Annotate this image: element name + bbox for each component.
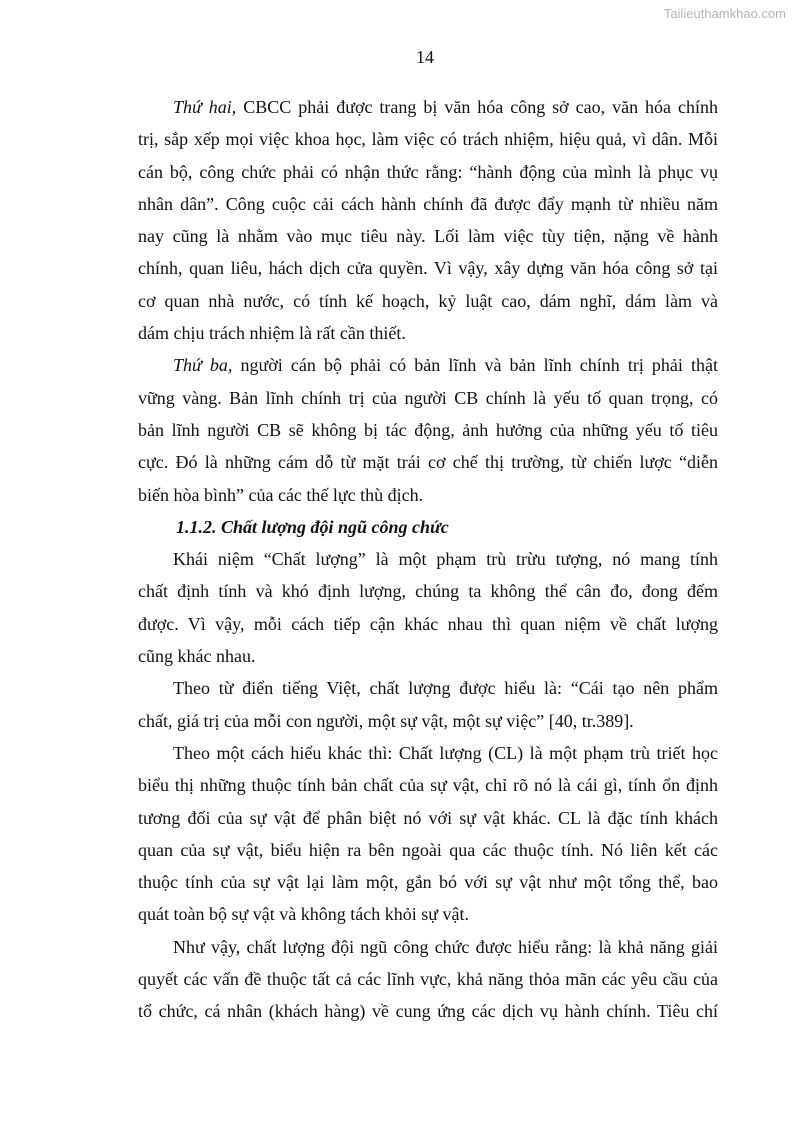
paragraph-line: cực. Đó là những cám dỗ từ mặt trái cơ chế thị trường, từ chiến lược “diễn bbox=[138, 452, 718, 473]
paragraph-line: quyết các vấn đề thuộc tất cả các lĩnh vực, khả năng thỏa mãn các yêu cầu của bbox=[138, 969, 718, 990]
paragraph-line: Khái niệm “Chất lượng” là một phạm trù trừu tượng, nó mang tính bbox=[173, 549, 718, 570]
line-text: người cán bộ phải có bản lĩnh và bản lĩnh chính trị phải thật bbox=[232, 355, 718, 376]
watermark: Tailieuthamkhao.com bbox=[663, 6, 786, 21]
paragraph-line: Như vậy, chất lượng đội ngũ công chức được hiểu rằng: là khả năng giải bbox=[173, 936, 718, 957]
paragraph-lead: Thứ hai, bbox=[173, 97, 237, 117]
paragraph-line: chất định tính và khó định lượng, chúng ta không thể cân đo, đong đếm bbox=[138, 581, 718, 602]
paragraph-line: chính, quan liêu, hách dịch cửa quyền. Vì vậy, xây dựng văn hóa công sở tại bbox=[138, 258, 718, 279]
paragraph-line: Theo một cách hiểu khác thì: Chất lượng (CL) là một phạm trù triết học bbox=[173, 742, 718, 763]
paragraph-line: vững vàng. Bản lĩnh chính trị của người CB chính là yếu tố quan trọng, có bbox=[138, 387, 718, 408]
paragraph-line: được. Vì vậy, mỗi cách tiếp cận khác nhau thì quan niệm về chất lượng bbox=[138, 613, 718, 634]
paragraph-line bbox=[138, 91, 718, 123]
paragraph-line: Theo từ điển tiếng Việt, chất lượng được hiểu là: “Cái tạo nên phẩm bbox=[173, 678, 718, 699]
paragraph-line: quan của sự vật, biểu hiện ra bên ngoài qua các thuộc tính. Nó liên kết các bbox=[138, 839, 718, 860]
paragraph-lead: Thứ ba, bbox=[173, 355, 233, 376]
paragraph-line: cơ quan nhà nước, có tính kế hoạch, kỷ luật cao, dám nghĩ, dám làm và bbox=[138, 290, 718, 311]
line-text: CBCC phải được trang bị văn hóa công sở cao, văn hóa chính bbox=[236, 97, 718, 117]
paragraph-line: cán bộ, công chức phải có nhận thức rằng: “hành động của mình là phục vụ bbox=[138, 161, 718, 182]
document-body bbox=[138, 91, 718, 1028]
paragraph-line: tổ chức, cá nhân (khách hàng) về cung ứng các dịch vụ hành chính. Tiêu chí bbox=[138, 1001, 718, 1022]
paragraph-line: nay cũng là nhằm vào mục tiêu này. Lối làm việc tùy tiện, nặng về hành bbox=[138, 226, 718, 247]
paragraph-line: dám chịu trách nhiệm là rất cần thiết. bbox=[138, 323, 406, 344]
paragraph-line: tương đối của sự vật để phân biệt nó với sự vật khác. CL là đặc tính khách bbox=[138, 807, 718, 828]
paragraph-line: biểu thị những thuộc tính bản chất của sự vật, chỉ rõ nó là cái gì, tính ổn định bbox=[138, 775, 718, 796]
paragraph-line: trị, sắp xếp mọi việc khoa học, làm việc có trách nhiệm, hiệu quả, vì dân. Mỗi bbox=[138, 129, 718, 150]
paragraph-line bbox=[138, 349, 718, 381]
paragraph-line: cũng khác nhau. bbox=[138, 646, 256, 667]
paragraph-line: biến hòa bình” của các thế lực thù địch. bbox=[138, 484, 424, 505]
paragraph-line: nhân dân”. Công cuộc cải cách hành chính đã được đẩy mạnh từ nhiều năm bbox=[138, 193, 718, 214]
page-number: 14 bbox=[416, 47, 434, 67]
paragraph-line: thuộc tính của sự vật lại làm một, gắn bó với sự vật như một tổng thể, bao bbox=[138, 872, 718, 893]
paragraph-line: chất, giá trị của mỗi con người, một sự vật, một sự việc” [40, tr.389]. bbox=[138, 710, 634, 731]
paragraph-line: quát toàn bộ sự vật và không tách khỏi sự vật. bbox=[138, 904, 469, 925]
section-heading: 1.1.2. Chất lượng đội ngũ công chức bbox=[176, 516, 449, 537]
paragraph-line: bản lĩnh người CB sẽ không bị tác động, ảnh hưởng của những yếu tố tiêu bbox=[138, 419, 718, 440]
